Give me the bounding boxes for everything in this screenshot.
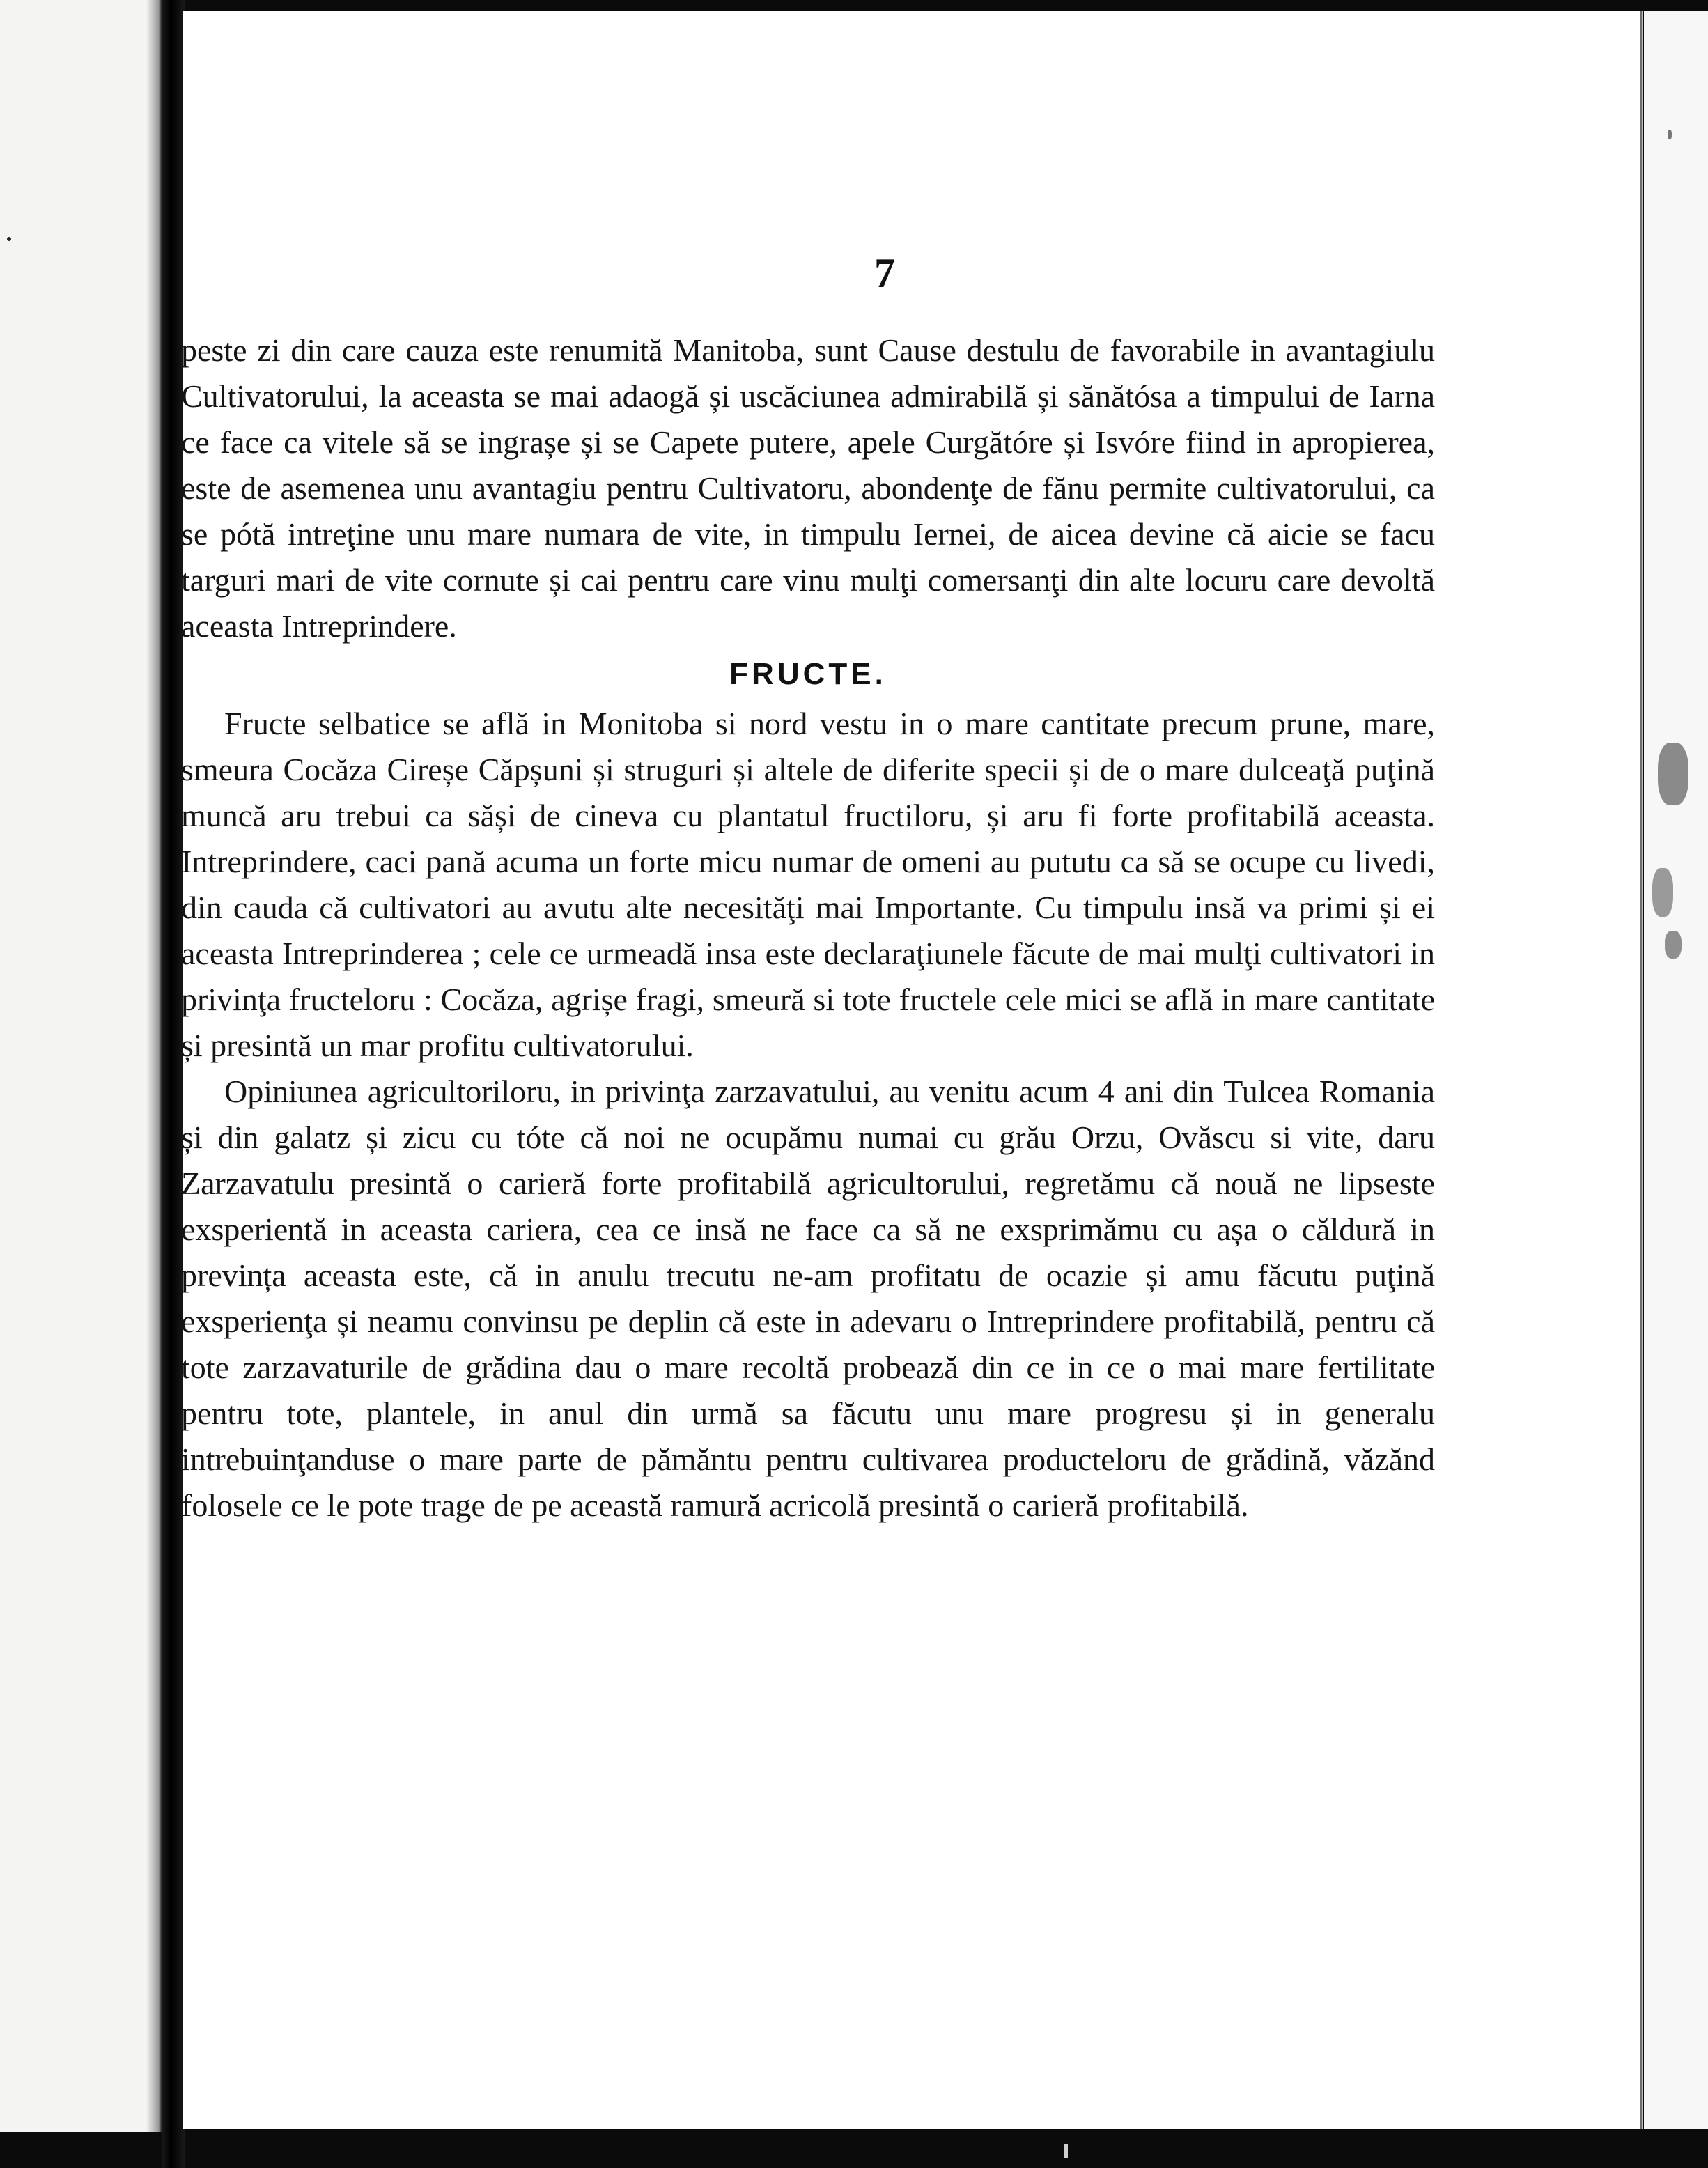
binding-shadow: [146, 0, 162, 2132]
scan-speck: [1668, 130, 1672, 139]
paragraph-wild-fruits: Fructe selbatice se află in Monitoba si nord vestu in o mare cantitate precum prune, mare, smeura Cocăza Cireșe Căpșuni și struguri și altele de diferite specii și de o mare dulceaţă puţină muncă aru trebui ca săși de cineva cu plantatul fructiloru, și aru fi forte profitabilă aceasta. Intreprindere, caci pană acuma un forte micu numar de omeni au pututu ca să se ocupe cu livedi, din cauda că cultivatori au avutu alte necesităţi mai Importante. Cu timpulu insă va primi și ei aceasta Intreprinderea ; cele ce urmeadă insa este declaraţiunele făcute de mai mulţi cultivatori in privinţa fructeloru : Cocăza, agrișe fragi, smeură si tote fructele cele mici se află in mare cantitate și presintă un mar profitu cultivatorului.: [181, 706, 1435, 1063]
scan-blemish: [1658, 743, 1688, 805]
scan-blemish: [1665, 931, 1682, 959]
scan-blemish: [1652, 868, 1673, 917]
page-number: 7: [874, 250, 895, 296]
scan-mark: [1064, 2144, 1068, 2158]
paragraph-vegetables: Opiniunea agricultoriloru, in privinţa zarzavatului, au venitu acum 4 ani din Tulcea Romania și din galatz și zicu cu tóte că noi ne ocupămu numai cu grău Orzu, Ovăscu si vite, daru Zarzavatulu presintă o carieră forte profitabilă agricultorului, regretămu că nouă ne lipseste exsperientă in aceasta cariera, cea ce insă ne face ca să ne exsprimămu cu așa o căldură in prevința aceasta este, că in anulu trecutu ne-am profitatu de ocazie și amu făcutu puţină exsperienţa și neamu convinsu pe deplin că este in adevaru o Intreprindere profitabilă, pentru că tote zarzavaturile de grădina dau o mare recoltă probează din ce in ce o mai mare fertilitate pentru tote, plantele, in anul din urmă sa făcutu unu mare progresu și in generalu intrebuinţanduse o mare parte de pămăntu pentru cultivarea producteloru de grădină, văzănd folosele ce le pote trage de pe această ramură acricolă presintă o carieră profitabilă.: [181, 1074, 1435, 1523]
page-body: [181, 327, 1435, 1528]
section-heading-fructe: FRUCTE.: [729, 657, 887, 691]
paragraph-manitoba-cattle: peste zi din care cauza este renumită Manitoba, sunt Cause destulu de favorabile in avantagiulu Cultivatorului, la aceasta se mai adaogă și uscăciunea admirabilă și sănătósa a timpului de Iarna ce face ca vitele să se ingrașe și se Capete putere, apele Curgătóre și Isvóre fiind in apropierea, este de asemenea unu avantagiu pentru Cultivatoru, abondenţe de fănu permite cultivatorului, ca se pótă intreţine unu mare numara de vite, in timpulu Iernei, de aicea devine că aicie se facu targuri mari de vite cornute și cai pentru care vinu mulţi comersanţi din alte locuru care devoltă aceasta Intreprindere.: [181, 332, 1435, 644]
facing-page-edge: [0, 0, 163, 2132]
next-page-edge: [1644, 11, 1708, 2129]
scan-speck: [7, 237, 11, 241]
